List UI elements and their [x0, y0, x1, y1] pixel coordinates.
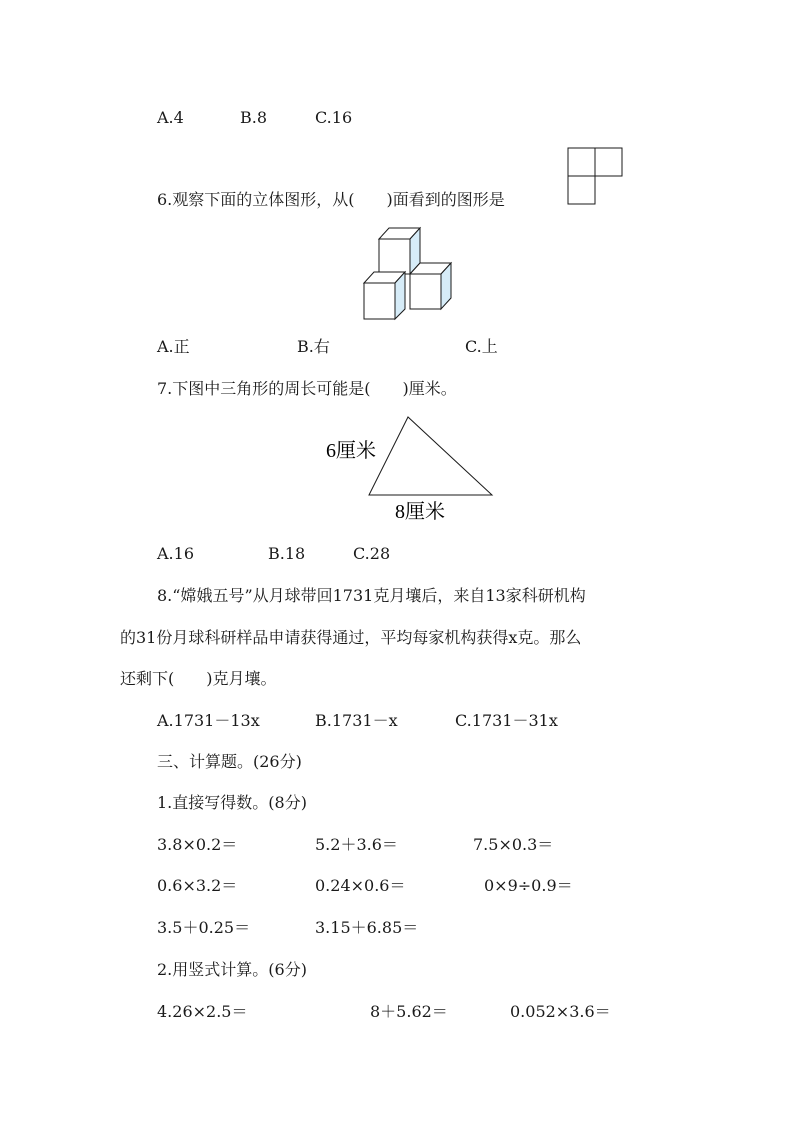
section3-title: 三、计算题。(26分): [157, 752, 302, 771]
q5-option-a: A.4: [157, 108, 184, 127]
q8-text-line1: 8.“嫦娥五号”从月球带回1731克月壤后，来自13家科研机构: [157, 586, 586, 605]
calc2-item: 8＋5.62＝: [370, 1002, 448, 1021]
q6-text: 6.观察下面的立体图形，从( )面看到的图形是: [157, 190, 505, 209]
q6-option-b: B.右: [297, 337, 330, 356]
q8-text-line3: 还剩下( )克月壤。: [120, 669, 277, 688]
calc2-title: 2.用竖式计算。(6分): [157, 960, 307, 979]
q6-option-a: A.正: [157, 337, 190, 356]
calc1-title: 1.直接写得数。(8分): [157, 793, 307, 812]
q5-option-c: C.16: [315, 108, 353, 127]
calc1-item: 0×9÷0.9＝: [484, 876, 573, 895]
q7-option-a: A.16: [157, 544, 194, 563]
q7-text: 7.下图中三角形的周长可能是( )厘米。: [157, 379, 457, 398]
q8-option-c: C.1731－31x: [455, 711, 558, 730]
calc2-item: 0.052×3.6＝: [510, 1002, 611, 1021]
q6-view-shape: [567, 147, 625, 207]
q7-side-label: 6厘米: [326, 440, 376, 462]
calc1-item: 3.8×0.2＝: [157, 835, 238, 854]
calc1-item: 3.5＋0.25＝: [157, 918, 251, 937]
q7-option-c: C.28: [353, 544, 391, 563]
calc2-item: 4.26×2.5＝: [157, 1002, 248, 1021]
q7-base-label: 8厘米: [395, 501, 445, 523]
q7-option-b: B.18: [268, 544, 306, 563]
q6-cube-figure: [360, 222, 460, 322]
q8-text-line2: 的31份月球科研样品申请获得通过，平均每家机构获得x克。那么: [120, 628, 582, 647]
calc1-item: 7.5×0.3＝: [473, 835, 554, 854]
q5-option-b: B.8: [240, 108, 268, 127]
calc1-item: 3.15＋6.85＝: [315, 918, 419, 937]
q7-triangle-figure: [320, 410, 500, 530]
calc1-item: 5.2＋3.6＝: [315, 835, 398, 854]
q8-option-a: A.1731－13x: [157, 711, 260, 730]
calc1-item: 0.24×0.6＝: [315, 876, 406, 895]
q6-option-c: C.上: [465, 337, 498, 356]
q8-option-b: B.1731－x: [315, 711, 398, 730]
calc1-item: 0.6×3.2＝: [157, 876, 238, 895]
